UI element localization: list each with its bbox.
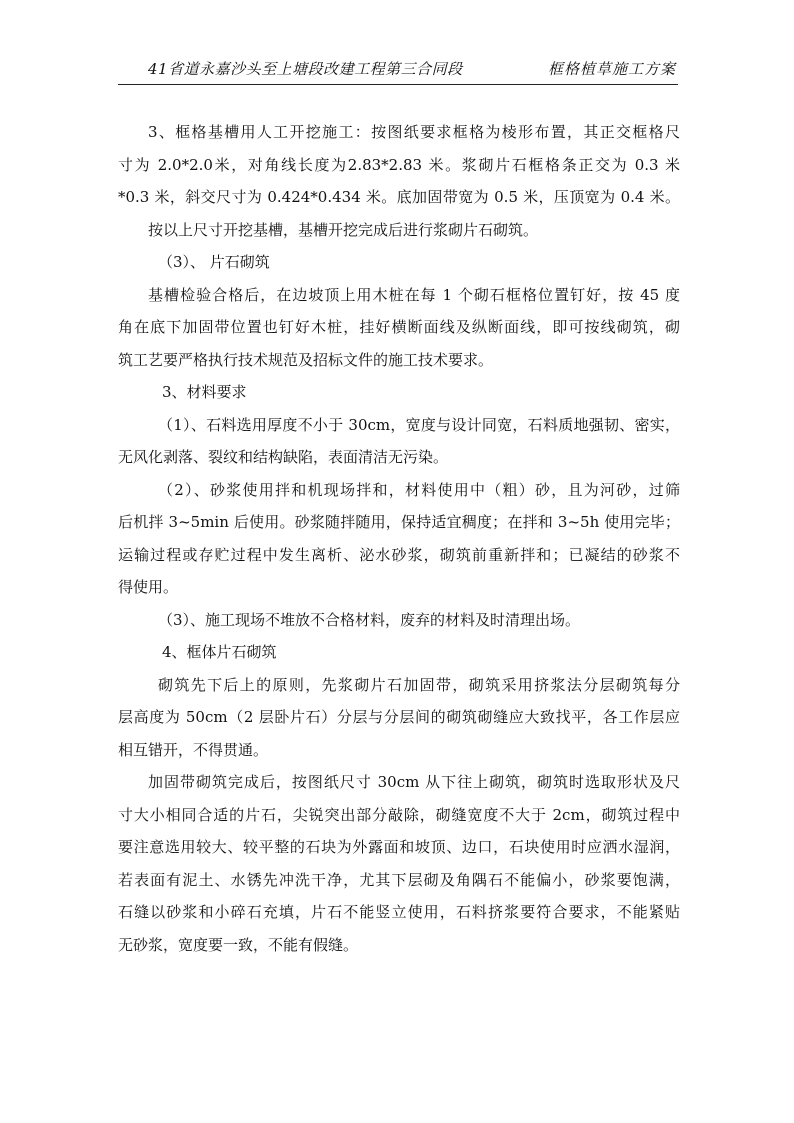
body-line: 筑工艺要严格执行技术规范及招标文件的施工技术要求。 [118,350,494,369]
body-line: 寸大小相同合适的片石，尖锐突出部分敲除，砌缝宽度不大于 2cm，砌筑过程中 [118,805,680,824]
body-line: 运输过程或存贮过程中发生离析、泌水砂浆，砌筑前重新拌和；已凝结的砂浆不 [118,545,680,564]
body-line: 寸为 2.0*2.0米，对角线长度为2.83*2.83 米。浆砌片石框格条正交为 0.3 米 [118,155,680,174]
body-line: （1）、石料选用厚度不小于 30cm，宽度与设计同宽，石料质地强韧、密实， [158,415,680,434]
body-line: 基槽检验合格后，在边坡顶上用木桩在每 1 个砌石框格位置钉好，按 45 度 [148,285,680,304]
body-line: *0.3 米，斜交尺寸为 0.424*0.434 米。底加固带宽为 0.5 米，压顶宽为 0.4 米。 [118,188,680,206]
body-line: 无风化剥落、裂纹和结构缺陷，表面清洁无污染。 [118,448,449,466]
body-line: 砌筑先下后上的原则，先浆砌片石加固带，砌筑采用挤浆法分层砌筑每分 [158,675,680,694]
body-line: 相互错开，不得贯通。 [118,740,269,759]
header-document-title: 框格植草施工方案 [547,60,676,78]
page-header [118,54,678,80]
body-line: 要注意选用较大、较平整的石块为外露面和坡顶、边口，石块使用时应洒水湿润， [118,838,680,856]
document-body [118,116,680,961]
body-line: 层高度为 50cm（2 层卧片石）分层与分层间的砌筑砌缝应大致找平，各工作层应 [118,708,680,726]
body-line: 角在底下加固带位置也钉好木桩，挂好横断面线及纵断面线，即可按线砌筑，砌 [118,318,680,336]
section-heading: （3）、 片石砌筑 [158,253,270,271]
body-line: 无砂浆，宽度要一致，不能有假缝。 [118,935,359,954]
header-project-name: 41省道永嘉沙头至上塘段改建工程第三合同段 [148,60,463,78]
body-line: （2）、砂浆使用拌和机现场拌和，材料使用中（粗）砂，且为河砂，过筛 [158,480,680,499]
body-line: 按以上尺寸开挖基槽，基槽开挖完成后进行浆砌片石砌筑。 [148,220,539,239]
section-heading: 3、材料要求 [162,383,247,401]
header-rule [118,84,678,85]
body-line: 石缝以砂浆和小碎石充填，片石不能竖立使用，石料挤浆要符合要求，不能紧贴 [118,903,680,921]
section-heading: 4、框体片石砌筑 [162,643,277,661]
body-line: 加固带砌筑完成后，按图纸尺寸 30cm 从下往上砌筑，砌筑时选取形状及尺 [148,773,680,791]
body-line: 后机拌 3~5min 后使用。砂浆随拌随用，保持适宜稠度；在拌和 3~5h 使用完毕； [118,513,680,531]
body-line: 得使用。 [118,578,179,596]
body-line: 若表面有泥土、水锈先冲洗干净，尤其下层砌及角隅石不能偏小，砂浆要饱满， [118,870,680,889]
body-line: 3、框格基槽用人工开挖施工：按图纸要求框格为棱形布置，其正交框格尺 [148,123,680,141]
body-line: （3）、施工现场不堆放不合格材料，废弃的材料及时清理出场。 [158,610,581,629]
